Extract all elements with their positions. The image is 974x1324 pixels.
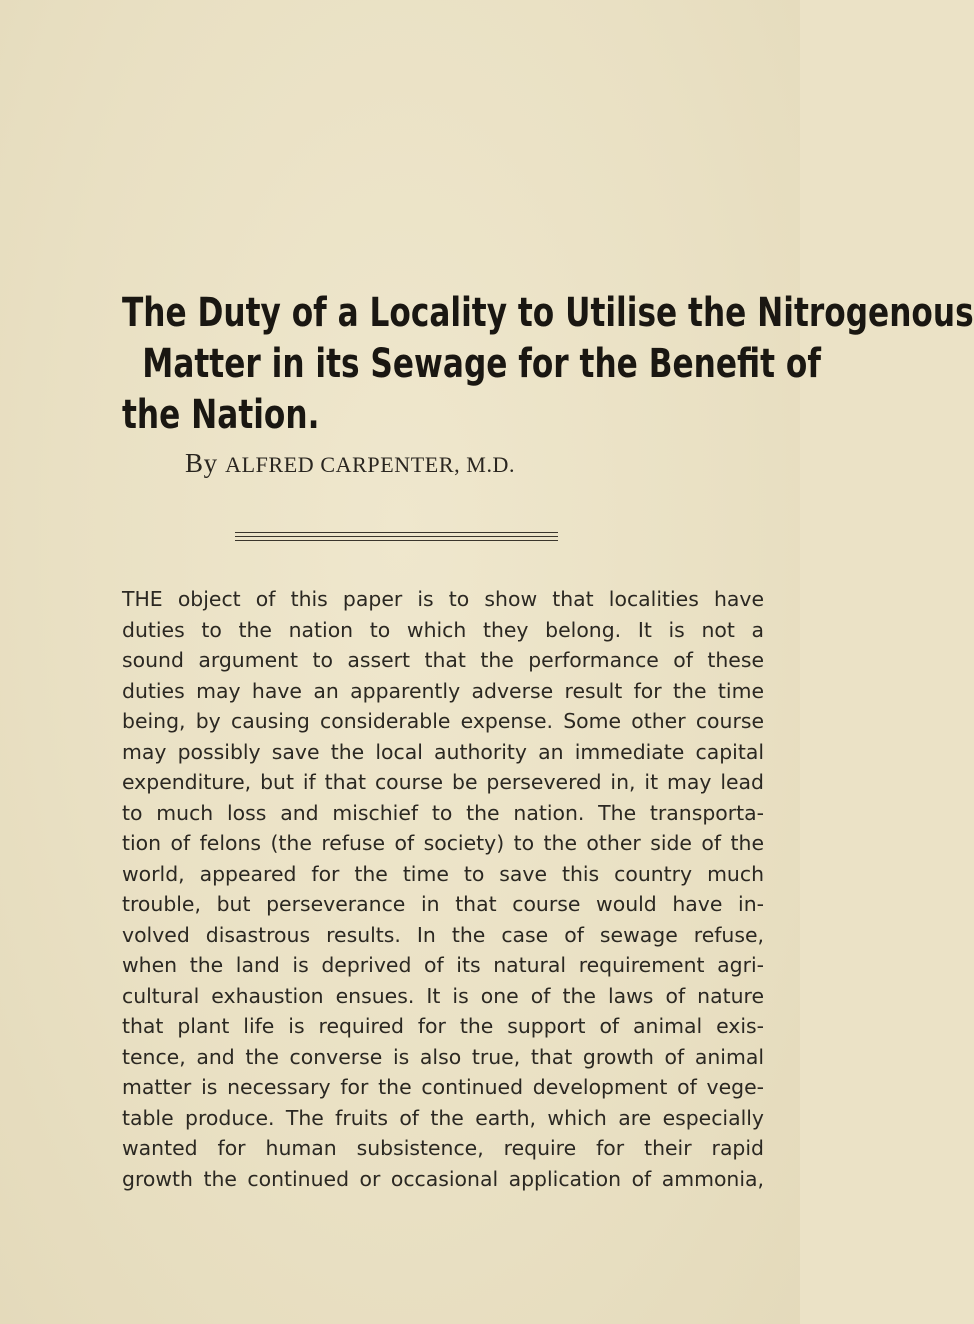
body-line: may possibly save the local authority an immediate capital: [122, 739, 764, 764]
body-line: world, appeared for the time to save this country much: [122, 861, 764, 886]
title-line-2: Matter in its Sewage for the Benefit of: [142, 341, 821, 387]
body-paragraph: [122, 584, 764, 1194]
title-line-1: The Duty of a Locality to Utilise the Nitrogenous: [122, 290, 974, 336]
byline-author: ALFRED CARPENTER, M.D.: [225, 452, 516, 477]
body-line: table produce. The fruits of the earth, which are especially: [122, 1105, 764, 1130]
body-line: sound argument to assert that the performance of these: [122, 648, 764, 672]
body-line: growth the continued or occasional application of ammonia,: [122, 1166, 764, 1191]
body-line: trouble, but perseverance in that course would have in-: [122, 892, 764, 916]
body-line: wanted for human subsistence, require for their rapid: [122, 1136, 764, 1160]
document-title: [122, 288, 974, 441]
divider-rule-bottom: [235, 540, 558, 541]
byline: [185, 448, 515, 479]
body-line: when the land is deprived of its natural requirement agri-: [122, 953, 764, 977]
title-line-3: the Nation.: [122, 392, 320, 438]
body-line: expenditure, but if that course be persevered in, it may lead: [122, 770, 764, 794]
body-line: duties may have an apparently adverse result for the time: [122, 678, 764, 703]
body-line: to much loss and mischief to the nation. The transporta-: [122, 800, 764, 825]
body-line: being, by causing considerable expense. Some other course: [122, 709, 764, 733]
body-line: duties to the nation to which they belong. It is not a: [122, 617, 764, 642]
divider-rule-top: [235, 532, 558, 533]
body-line: matter is necessary for the continued development of vege-: [122, 1075, 764, 1099]
byline-prefix: By: [185, 448, 218, 478]
body-line: volved disastrous results. In the case of sewage refuse,: [122, 922, 764, 947]
body-line: tion of felons (the refuse of society) to the other side of the: [122, 831, 764, 855]
body-line: tence, and the converse is also true, that growth of animal: [122, 1044, 764, 1069]
body-line: cultural exhaustion ensues. It is one of the laws of nature: [122, 983, 764, 1008]
divider-rule-middle: [235, 536, 558, 537]
body-line: THE object of this paper is to show that localities have: [122, 587, 764, 611]
body-line: that plant life is required for the support of animal exis-: [122, 1014, 764, 1038]
